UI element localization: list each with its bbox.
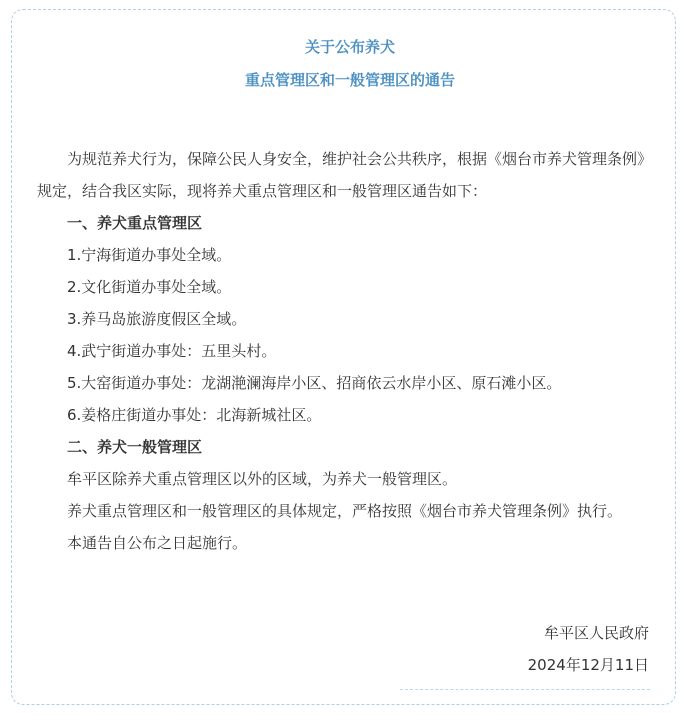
notice-title-line2: 重点管理区和一般管理区的通告 (244, 71, 455, 89)
list-item: 2.文化街道办事处全域。 (67, 278, 232, 296)
bottom-divider (400, 689, 650, 690)
effective-paragraph: 本通告自公布之日起施行。 (67, 534, 248, 552)
list-item: 6.姜格庄街道办事处：北海新城社区。 (67, 406, 322, 424)
issue-date: 2024年12月11日 (527, 656, 649, 674)
notice-body (37, 143, 659, 559)
issuer-name: 牟平区人民政府 (543, 624, 649, 642)
intro-paragraph: 为规范养犬行为，保障公民人身安全，维护社会公共秩序，根据《烟台市养犬管理条例》规定，结合我区实际，现将养犬重点管理区和一般管理区通告如下： (37, 150, 653, 200)
notice-title-line1: 关于公布养犬 (304, 38, 395, 56)
section2-heading: 二、养犬一般管理区 (67, 438, 203, 456)
list-item: 3.养马岛旅游度假区全域。 (67, 310, 247, 328)
list-item: 4.武宁街道办事处：五里头村。 (67, 342, 277, 360)
section2-paragraph: 牟平区除养犬重点管理区以外的区域，为养犬一般管理区。 (67, 470, 458, 488)
list-item: 5.大窑街道办事处：龙湖滟澜海岸小区、招商依云水岸小区、原石滩小区。 (67, 374, 562, 392)
regulation-paragraph: 养犬重点管理区和一般管理区的具体规定，严格按照《烟台市养犬管理条例》执行。 (67, 502, 623, 520)
list-item: 1.宁海街道办事处全域。 (67, 246, 232, 264)
section1-heading: 一、养犬重点管理区 (67, 214, 203, 232)
